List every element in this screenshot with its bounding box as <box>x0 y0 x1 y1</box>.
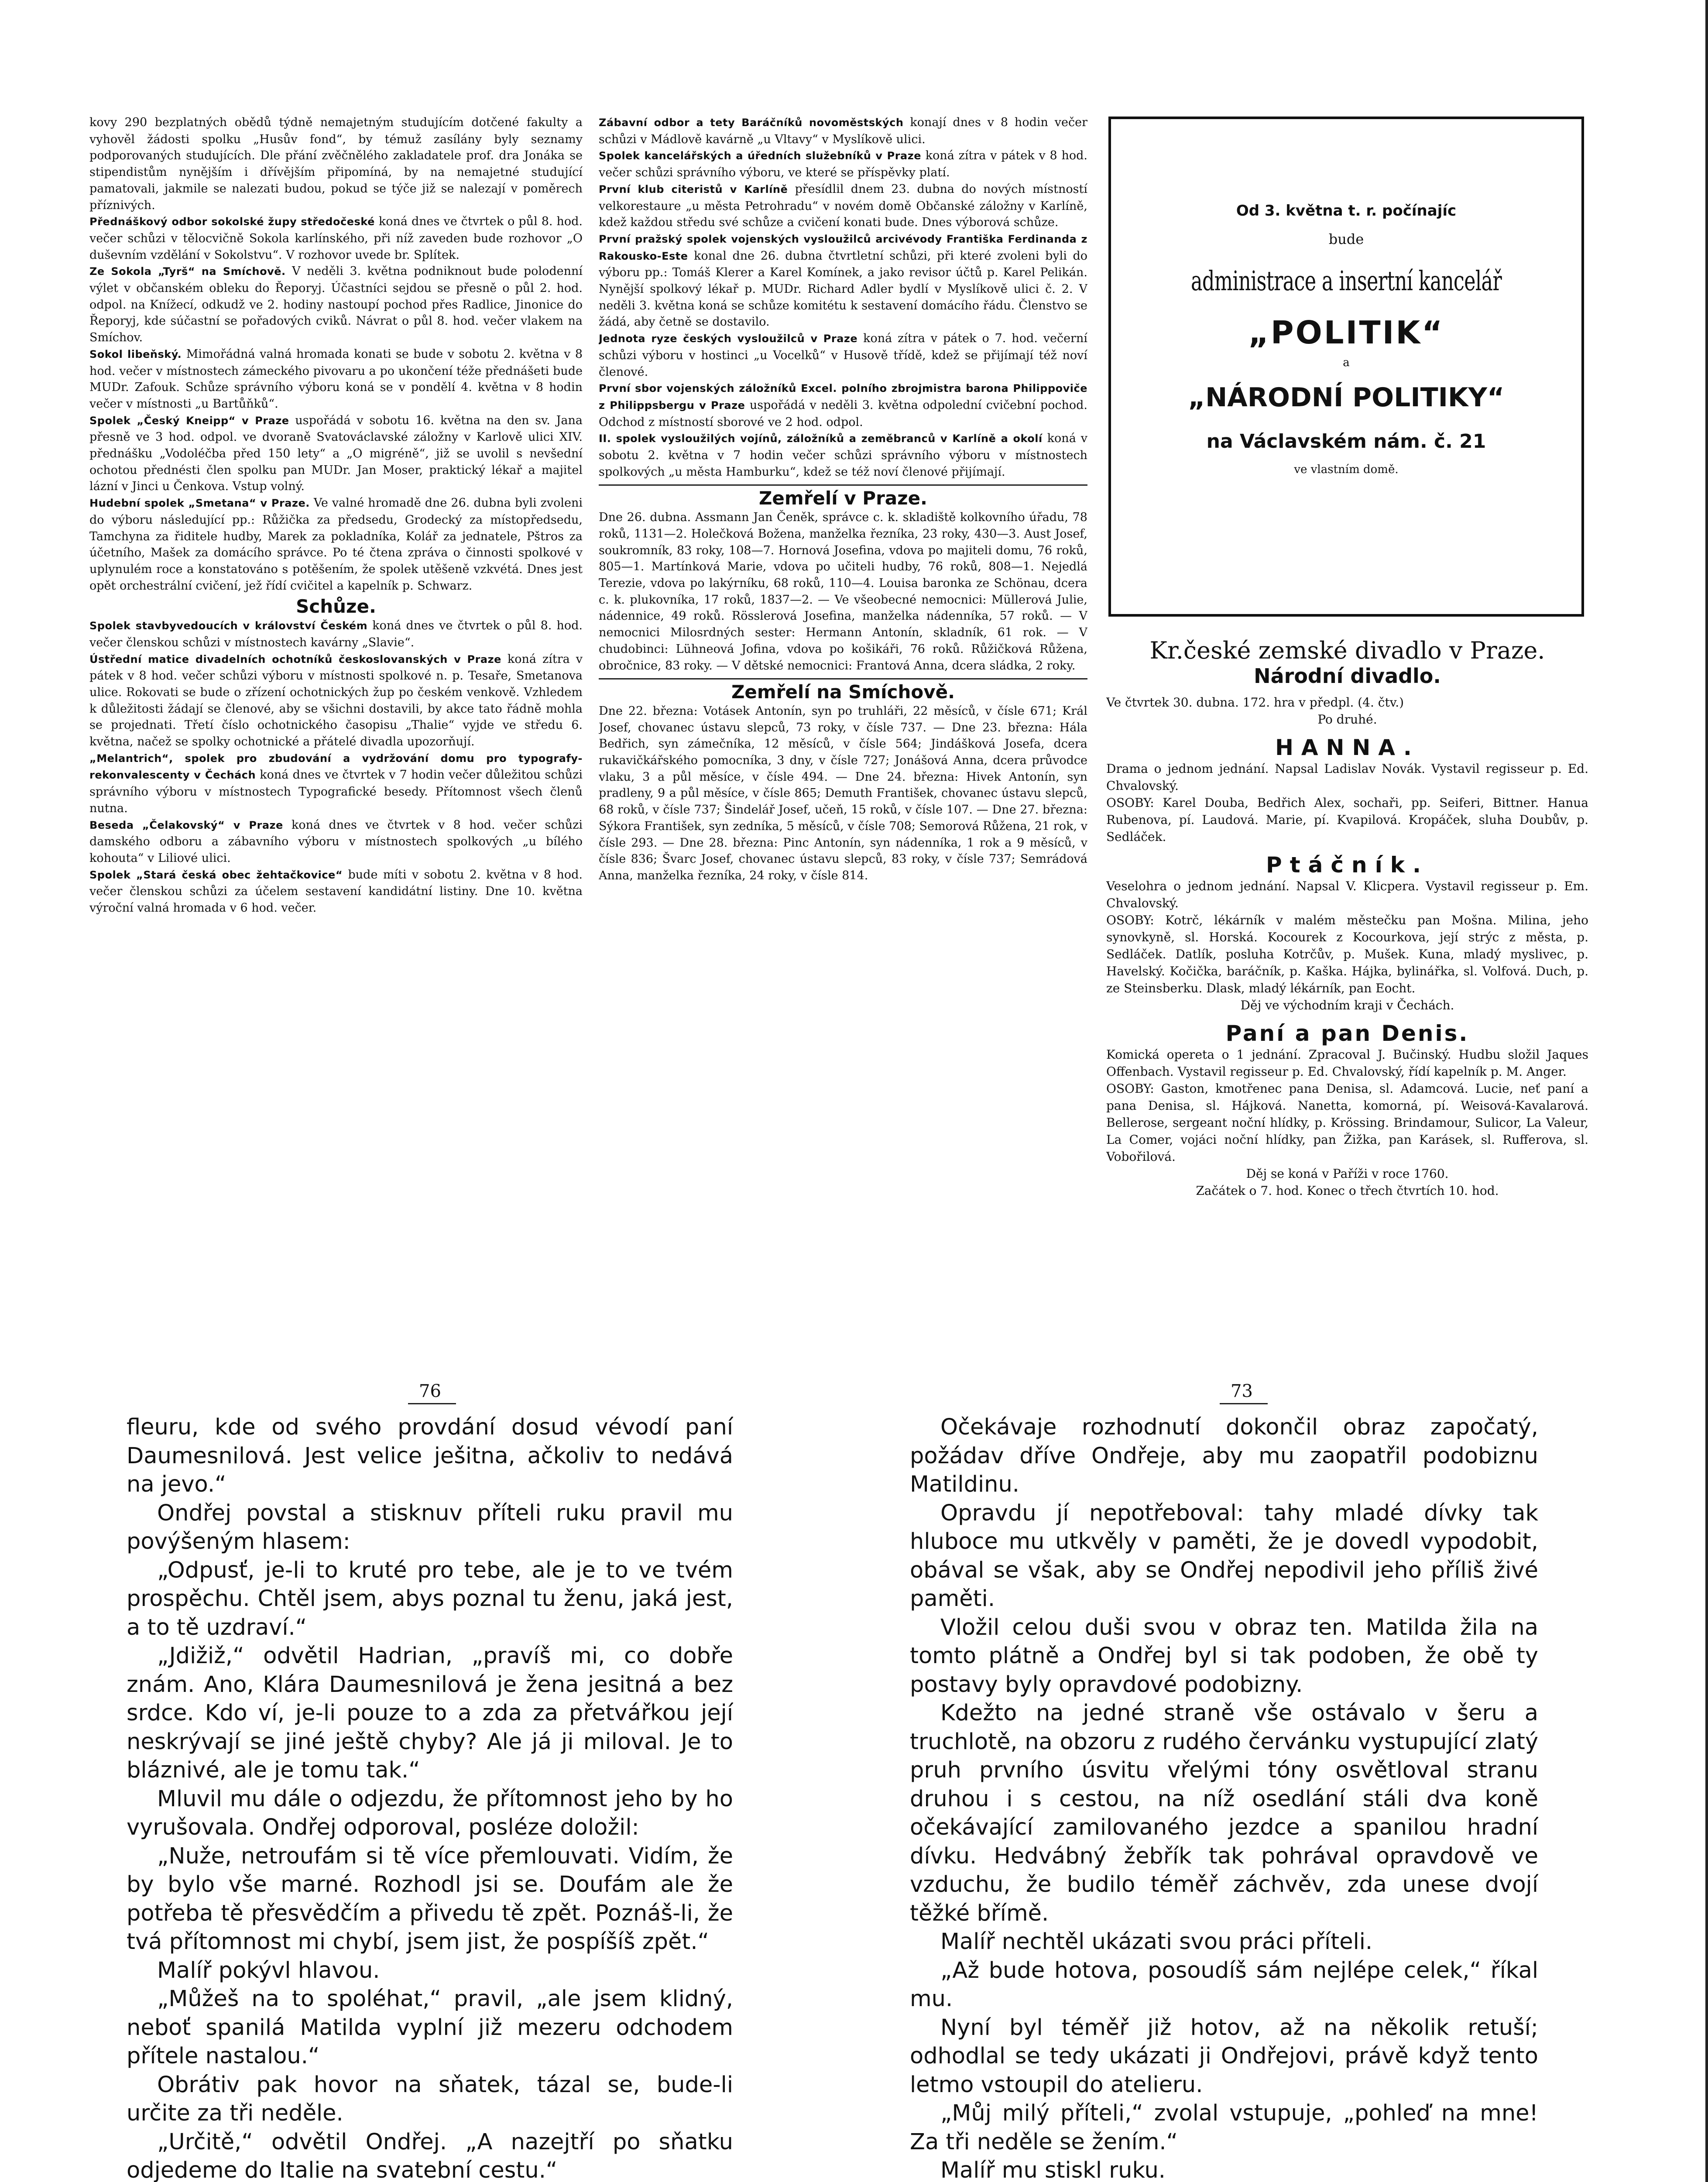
novel-paragraph: Nyní byl téměř již hotov, až na několik retuší; odhodlal se tedy ukázati ji Ondřejovi, právě když tento letmo vstoupil do atelieru. <box>910 2014 1538 2098</box>
novel-paragraph: „Jdižiž,“ odvětil Hadrian, „pravíš mi, co dobře znám. Ano, Klára Daumesnilová je žena jesitná a bez srdce. Kdo ví, je-li pouze to a zda za přetvářkou její neskrývají se jiné ještě chyby? Ale já ji miloval. Je to bláznivé, ale je tomu tak.“ <box>127 1643 733 1783</box>
notice <box>599 114 1087 148</box>
ad-line-1: Od 3. května t. r. počínajíc <box>1236 202 1457 220</box>
novel-paragraph: Kdežto na jedné straně vše ostávalo v šeru a truchlotě, na obzoru z rudého červánku vystupující zlatý pruh prvního úsvitu vřelými tóny osvětloval stranu druhou i s cestou, na níž osedlání stáli dva koně očekávající zamilovaného jezdce a spanilou hradní dívku. Hedvábný žebřík tak pohrával opravdově ve vzduchu, že budilo téměř záchvěv, zda unese dvojí těžké břímě. <box>910 1700 1538 1926</box>
novel-paragraph: „Určitě,“ odvětil Ondřej. „A nazejtří po sňatku odjedeme do Italie na svatební cestu.“ <box>127 2129 733 2182</box>
ad-line-8: ve vlastním domě. <box>1294 463 1399 476</box>
ad-line-5: a <box>1343 356 1350 369</box>
novel-paragraph: Obrátiv pak hovor na sňatek, tázal se, bude-li určite za tři neděle. <box>127 2072 733 2126</box>
notice-text: koná v sobotu 2. května v 7 hodin večer schůzi správního výboru v místnostech spolkových „u města Hamburku“, kdež se též noví členové přijímají. <box>599 432 1087 479</box>
notice-heading: Beseda „Čelakovský“ v Praze <box>89 819 283 831</box>
notice-heading: Spolek stavbyvedoucích v království Českém <box>89 620 368 632</box>
novel-paragraph: Mluvil mu dále o odjezdu, že přítomnost jeho by ho vyrušovala. Ondřej odporoval, posléze doložil: <box>127 1786 733 1840</box>
divider <box>599 678 1087 679</box>
notice-heading: Přednáškový odbor sokolské župy středočeské <box>89 216 375 228</box>
deaths-prague-list: Dne 26. dubna. Assmann Jan Čeněk, správce c. k. skladiště kolkovního úřadu, 78 roků, 1131—2. Holečková Božena, manželka řezníka, 23 roky, 430—3. Aust Josef, soukromník, 83 roky, 108—7. Hornová Josefina, vdova po majiteli domu, 76 roků, 805—1. Martínková Marie, vdova po učiteli hudby, 76 roků, 808—1. Nejedlá Terezie, vdova po lakýrníku, 68 roků, 110—4. Louisa baronka ze Schönau, dcera c. k. plukovníka, 17 roků, 1837—2. — Ve všeobecné nemocnici: Müllerová Julie, nádennice, 49 roků. Rösslerová Josefina, manželka nádenníka, 57 roků. — V nemocnici Milosrdných sester: Hermann Antonín, skladník, 61 rok. — V chudobinci: Lühneová Jofina, vdova po košikáři, 76 roků. Růžičková Růžena, obročnice, 83 roky. — V dětské nemocnici: Frantová Anna, dcera sládka, 2 roky. <box>599 511 1087 672</box>
notice-heading: Ze Sokola „Tyrš“ na Smíchově. <box>89 265 286 278</box>
ad-line-7: na Václavském nám. č. 21 <box>1206 430 1486 453</box>
notice-heading: Zábavní odbor a tety Baráčníků novoměstských <box>599 117 904 129</box>
novel-paragraph: „Až bude hotova, posoudíš sám nejlépe celek,“ říkal mu. <box>910 1957 1538 2012</box>
notice-heading: První klub citeristů v Karlíně <box>599 183 788 196</box>
ad-line-3: administrace a insertní kancelář <box>1191 265 1502 297</box>
novel-paragraph: Opravdu jí nepotřeboval: tahy mladé dívky tak hluboce mu utkvěly v paměti, že je dovedl vypodobit, obával se však, aby se Ondřej nepodivil jeho příliš živé paměti. <box>910 1500 1538 1612</box>
novel-paragraph: Malíř nechtěl ukázati svou práci příteli. <box>940 1929 1373 1955</box>
notice-text: bude míti v sobotu 2. května v 8 hod. večer členskou schůzi za účelem sestavení kandidátní listiny. Dne 10. května výroční valná hromada v 6 hod. večer. <box>89 868 583 915</box>
novel-left-column <box>127 1413 733 2182</box>
section-heading-meetings: Schůze. <box>296 596 376 618</box>
notice-text: koná zítra v pátek o 7. hod. večerní schůzi výboru v hostinci „u Vocelků“ v Husově třídě, kdež se přijímají též noví členové. <box>599 332 1087 379</box>
notice <box>89 651 583 750</box>
notice <box>89 495 583 594</box>
notice-heading: „Melantrich“, spolek pro zbudování a vydržování domu pro typografy-rekonvalescenty v Čechách <box>89 752 583 782</box>
ad-line-4: „POLITIK“ <box>1248 314 1444 351</box>
notice-text: koná dnes ve čtvrtek o půl 8. hod. večer členskou schůzi v místnostech kavárny „Slavie“. <box>89 619 583 649</box>
novel-paragraph: fleuru, kde od svého provdání dosud vévodí paní Daumesnilová. Jest velice ješitna, ačkoliv to nedává na jevo.“ <box>127 1414 733 1497</box>
theatre-subtitle: Národní divadlo. <box>1254 664 1441 688</box>
play-2-desc: Veselohra o jednom jednání. Napsal V. Klicpera. Vystavil regisseur p. Em. Chvalovský. <box>1106 879 1588 910</box>
notice-text: V neděli 3. května podniknout bude polodenní výlet v občanském obleku do Řeporyj. Účastníci sejdou se přesně o půl 2. hod. odpol. na Knížecí, odkudž ve 2. hodiny nastoupí pochod přes Radlice, Jinonice do Řeporyj, kde súčastní se pořadových cviků. Návrat o půl 8. hod. večer vlakem na Smíchov. <box>89 264 583 345</box>
play-3-desc: Komická opereta o 1 jednání. Zpracoval J. Bučinský. Hudbu složil Jaques Offenbach. Vystavil regisseur p. Ed. Chvalovský, řídí kapelník p. M. Anger. <box>1106 1047 1588 1079</box>
novel-paragraph: „Nuže, netroufám si tě více přemlouvati. Vidím, že by bylo vše marné. Rozhodl jsi se. Doufám ale že potřeba tě přesvědčím a přivedu tě zpět. Poznáš-li, že tvá přítomnost mi chybí, jsem jist, že pospíšíš zpět.“ <box>127 1843 733 1955</box>
notice <box>89 618 583 651</box>
section-heading-deaths-prague: Zemřelí v Praze. <box>758 487 928 509</box>
play-3-place: Děj se koná v Paříži v roce 1760. <box>1246 1166 1449 1181</box>
notice <box>89 817 583 867</box>
page-number-right-rule <box>1220 1403 1268 1404</box>
deaths-smichov-list: Dne 22. března: Votásek Antonín, syn po truhláři, 22 měsíců, v čísle 671; Král Josef, chovanec ústavu slepců, 73 roky, v čísle 737. — Dne 23. března: Hála Bedřich, syn zámečníka, 12 měsíců, v čísle 564; Jindášková Josefa, dcera rukavičkářského pomocníka, 3 dny, v čísle 727; Jonášová Anna, dcera průvodce vlaku, 3 a půl měsíce, v čísle 494. — Dne 24. března: Hivek Antonín, syn pradleny, 9 a půl měsíce, v čísle 865; Demuth František, chovanec ústavu slepců, 68 roků, v čísle 737; Šindelář Josef, učeň, 15 roků, v čísle 107. — Dne 27. března: Sýkora František, syn zedníka, 5 měsíců, v čísle 708; Semorová Růžena, 21 rok, v čísle 293. — Dne 28. března: Pinc Antonín, syn nádenníka, 1 rok a 9 měsíců, v čísle 836; Švarc Josef, chovanec ústavu slepců, 83 roky, v čísle 737; Semrádová Anna, manželka řezníka, 24 roky, v čísle 814. <box>599 704 1087 882</box>
top-column-1 <box>89 114 583 1229</box>
theatre-times: Začátek o 7. hod. Konec o třech čtvrtích 10. hod. <box>1196 1184 1499 1198</box>
notice-heading: Spolek „Český Kneipp“ v Praze <box>89 414 289 427</box>
novel-paragraph: Malíř mu stiskl ruku. <box>940 2158 1166 2182</box>
novel-paragraph: „Odpusť, je-li to kruté pro tebe, ale je to ve tvém prospěchu. Chtěl jsem, abys poznal tu ženu, jaká jest, a to tě uzdraví.“ <box>127 1557 733 1640</box>
play-2-cast: OSOBY: Kotrč, lékárník v malém městečku pan Mošna. Milina, jeho synovkyně, sl. Horská. Kocourek z Kocourkova, její strýc z města, p. Sedláček. Datlík, posluha Kotrčův, p. Mušek. Kuna, mladý myslivec, p. Havelský. Kočička, baráčník, p. Kaška. Hájka, bylinářka, sl. Volfová. Duch, p. ze Steinsberku. Dlask, mladý lékárník, pan Eocht. <box>1106 913 1588 995</box>
advertisement-box <box>1108 117 1584 617</box>
novel-paragraph: Ondřej povstal a stisknuv příteli ruku pravil mu povýšeným hlasem: <box>127 1500 733 1554</box>
section-heading-deaths-smichov: Zemřelí na Smíchově. <box>731 681 955 703</box>
notice-heading: Ústřední matice divadelních ochotníků českoslovanských v Praze <box>89 653 501 666</box>
play-2-title: Ptáčník. <box>1266 852 1429 878</box>
notice-heading: Jednota ryze českých vysloužilců v Praze <box>599 333 858 345</box>
novel-paragraph: Malíř pokývl hlavou. <box>157 1957 380 1983</box>
novel-paragraph: Očekávaje rozhodnutí dokončil obraz započatý, požádav dříve Ondřeje, aby mu zaopatřil podobiznu Matildinu. <box>910 1414 1538 1497</box>
notice-heading: II. spolek vysloužilých vojínů, záložníků a zeměbranců v Karlíně a okolí <box>599 432 1043 445</box>
notice <box>599 330 1087 380</box>
notice-text: konají dnes v 8 hodin večer schůzi v Mádlově kavárně „u Vltavy“ v Myslíkově ulici. <box>599 116 1087 146</box>
notice-text: uspořádá v neděli 3. května odpolední cvičební pochod. Odchod z místností sborové ve 2 hod. odpol. <box>599 398 1087 429</box>
notice-heading: Sokol libeňský. <box>89 348 182 360</box>
novel-right-column <box>910 1413 1538 2182</box>
notice <box>89 213 583 263</box>
notice-text: koná zítra v pátek v 8 hod. večer schůzi výboru v místnosti spolkové n. p. Tesaře, Smetanova ulice. Rokovati se bude o zřízení ochotnických žup po českém venkově. Vzhledem k důležitosti žádají se členové, aby se všichni dostavili, by akce tato řádně mohla se projednati. Třetí číslo ochotnického časopisu „Thalie“ vyjde ve středu 6. května, načež se spolky ochotnické a přátelé divadla upozorňují. <box>89 652 583 749</box>
page-number-left-rule <box>408 1403 456 1404</box>
play-2-place: Děj ve východním kraji v Čechách. <box>1240 998 1454 1012</box>
notice-text: koná dnes ve čtvrtek v 8 hod. večer schůzi damského odboru a zábavního výboru v místnostech spolkových „u bílého kohouta“ v Liliové ulici. <box>89 818 583 865</box>
page-number-right: 73 <box>1231 1381 1253 1401</box>
theatre-programme <box>1106 637 1588 1239</box>
notice <box>89 867 583 916</box>
notice <box>599 181 1087 231</box>
notice <box>89 346 583 412</box>
notice-text: Mimořádná valná hromada konati se bude v sobotu 2. května v 8 hod. večer v místnostech zámeckého pivovaru a po ukončení téže přednášeti bude MUDr. Zafouk. Schůze správního výboru koná se v pondělí 4. května v 8 hodin večer v místnosti „u Bartůňků“. <box>89 347 583 411</box>
play-1-desc: Drama o jednom jednání. Napsal Ladislav Novák. Vystavil regisseur p. Ed. Chvalovský. <box>1106 762 1588 793</box>
notice-text: koná dnes ve čtvrtek v 7 hodin večer důležitou schůzi správního výboru v místnostech Typografické besedy. Přítomnost všech členů nutna. <box>89 768 583 815</box>
notice <box>599 231 1087 330</box>
notice-text: uspořádá v sobotu 16. května na den sv. Jana přesně ve 3 hod. odpol. ve dvoraně Svatováclavské záložny v Karlově ulici XIV. přednášku „Vodoléčba před 150 lety“ a „O migréně“, již se uvolil s nevšední ochotou přednésti člen spolku pan MUDr. Jan Moser, praktický lékař a majitel lázní v Jinci u Čenkova. Vstup volný. <box>89 413 583 494</box>
page-edge <box>1705 0 1708 2182</box>
notice-heading: První sbor vojenských záložníků Excel. polního zbrojmistra barona Philippoviče z Philippsbergu v Praze <box>599 382 1087 412</box>
notice-text: koná dnes ve čtvrtek o půl 8. hod. večer schůzi v tělocvičně Sokola karlínského, při níž zaveden bude rozhovor „O duševním vzdělání v Sokolstvu“. V rozhovor uvede br. Splítek. <box>89 215 583 262</box>
notice-text: kovy 290 bezplatných obědů týdně nemajetným studujícím dotčené fakulty a vyhověl žádosti spolku „Husův fond“, by témuž zasílány byly seznamy podporovaných studujících. Dle přání zvěčnělého zakladatele prof. dra Jonáka se stipendistům nynějším i dřívějším připomíná, by na nemajetné studující pamatovali, jakmile se nalezati budou, pokud se týče již se nalezají v poměrech příznivých. <box>89 116 583 212</box>
novel-paragraph: „Můj milý příteli,“ zvolal vstupuje, „pohleď na mne! Za tři neděle se žením.“ <box>910 2100 1538 2155</box>
notice-text: koná zítra v pátek v 8 hod. večer schůzi správního výboru, ve které se příspěvky platí. <box>599 149 1087 180</box>
divider <box>599 484 1087 486</box>
theatre-repeat: Po druhé. <box>1317 712 1377 727</box>
play-3-cast: OSOBY: Gaston, kmotřenec pana Denisa, sl. Adamcová. Lucie, neť paní a pana Denisa, sl. Hájková. Nanetta, komorná, pí. Weisová-Kavalarová. Bellerose, sergeant noční hlídky, p. Krössing. Brindamour, Sulicor, La Valeur, La Comer, vojáci noční hlídky, pan Žižka, pan Karásek, sl. Rufferova, sl. Vobořilová. <box>1106 1081 1588 1164</box>
play-1-cast: OSOBY: Karel Douba, Bedřich Alex, sochaři, pp. Seiferi, Bittner. Hanua Rubenova, pí. Laudová. Marie, pí. Kvapilová. Kropáček, sluha Doubův, p. Sedláček. <box>1106 796 1588 844</box>
play-1-title: HANNA. <box>1275 735 1420 760</box>
play-3-title: Paní a pan Denis. <box>1225 1021 1469 1046</box>
page-number-left: 76 <box>419 1381 441 1401</box>
novel-paragraph: Vložil celou duši svou v obraz ten. Matilda žila na tomto plátně a Ondřej byl si tak podoben, že obě ty postavy byly opravdové podobizny. <box>910 1614 1538 1698</box>
notice-heading: Spolek kancelářských a úředních služebníků v Praze <box>599 150 921 162</box>
top-column-2 <box>599 114 1087 1229</box>
ad-line-2: bude <box>1328 231 1364 247</box>
notice <box>89 263 583 346</box>
notice-text: přesídlil dnem 23. dubna do nových místností velkorestaure „u města Petrohradu“ v novém domě Občanské záložny v Karlíně, kdež každou středu své schůze a cvičení konati bude. Dnes výborová schůze. <box>599 182 1087 230</box>
notice-text: Ve valné hromadě dne 26. dubna byli zvoleni do výboru následující pp.: Růžička za předsedu, Grodecký za místopředsedu, Tamchyna za řiditele hudby, Marek za pokladníka, Kolář za jednatele, Pštros za účetního, Mašek za domácího správce. Po té čtena zpráva o činnosti spolkové v uplynulém roce a konstatováno s potěšením, že spolek utěšeně vzkvétá. Dnes jest opět orchestrální cvičení, jež řídí cvičitel a kapelník p. Schwarz. <box>89 496 583 593</box>
theatre-date: Ve čtvrtek 30. dubna. 172. hra v předpl. (4. čtv.) <box>1106 695 1404 710</box>
novel-paragraph: „Můžeš na to spoléhat,“ pravil, „ale jsem klidný, neboť spanilá Matilda vyplní již mezeru odchodem přítele nastalou.“ <box>127 1986 733 2069</box>
notice <box>599 148 1087 181</box>
notice <box>89 412 583 495</box>
notice <box>599 380 1087 430</box>
notice-heading: První pražský spolek vojenských vysloužilců arcivévody Františka Ferdinanda z Rakousko-Este <box>599 233 1087 262</box>
notice-heading: Spolek „Stará česká obec žehtačkovice“ <box>89 868 343 881</box>
notice-text: konal dne 26. dubna čtvrtletní schůzi, při které zvoleni byli do výboru pp.: Tomáš Klerer a Karel Komínek, a jako revisor účtů p. Karel Pelikán. Nynější spolkový lékař p. MUDr. Richard Adler bydlí v Myslíkově ulici č. 2. V neděli 3. května koná se schůze komitétu k sestavení domácího řádu. Členstvo se žádá, aby četně se dostavilo. <box>599 249 1087 329</box>
notice <box>89 114 583 213</box>
notice <box>599 430 1087 480</box>
ad-line-6: „NÁRODNÍ POLITIKY“ <box>1188 382 1505 413</box>
notice-heading: Hudební spolek „Smetana“ v Praze. <box>89 497 310 510</box>
theatre-title: Kr.české zemské divadlo v Praze. <box>1149 637 1545 664</box>
notice <box>89 750 583 817</box>
